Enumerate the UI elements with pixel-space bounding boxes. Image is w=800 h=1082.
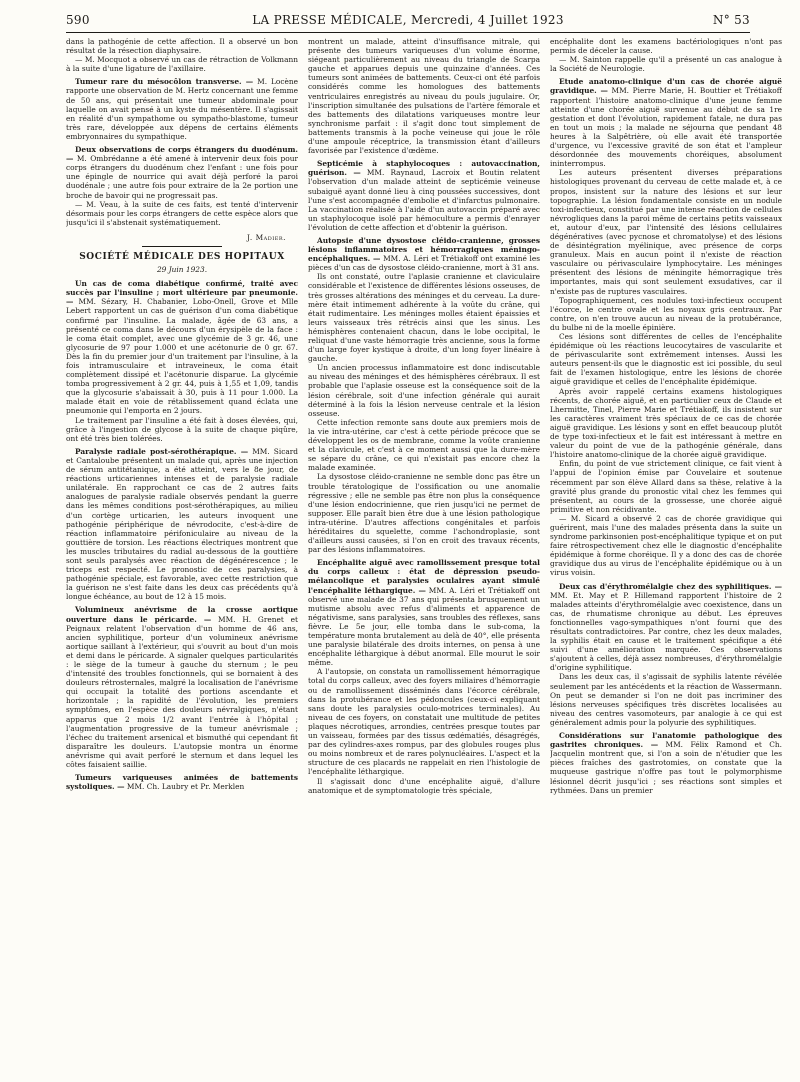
paragraph-text: MM. Pierre Marie, H. Bouttier et Trétiakoff rapportent l'histoire anatomo-clinique d'une jeune femme atteinte d'une chorée aiguë survenue au début de sa 1re gestation et dont l'évolution, rapidement fatale, ne dura pas en tout un mois ; la malade ne séjourna que pendant 48 heures à la Salpêtrière, où elle avait été transportée d'urgence, vu l'excessive gravité de son état et l'ampleur désordonnée des mouvements choréiques, absolument ininterrompus. [550,86,782,169]
paragraph [550,582,782,673]
paragraph [66,279,298,415]
paragraph [308,558,540,667]
article-heading: Septicémie à staphylocoques : autovaccination, guérison. — [308,159,540,178]
paragraph: — M. Sicard a observé 2 cas de chorée gravidique qui guérirent, mais l'une des malades présenta dans la suite un syndrome parkinsonien post-encéphalitique typique et on put faire rétrospectivement chez elle le diagnostic d'encéphalite épidémique à forme choréique. Il y a donc des cas de chorée gravidique dus au virus de l'encéphalite épidémique ou à un virus voisin. [550,513,782,578]
article-heading: Volumineux anévrisme de la crosse aortique ouverture dans le péricarde. — [66,605,298,624]
paragraph: La dysostose cléido-cranienne ne semble donc pas être un trouble tératologique de l'ossification ou une anomalie régressive ; elle ne semble pas être non plus la conséquence d'une lésion endocrinienne, que rien jusqu'ici ne permet de supposer. Elle paraît bien être due à une lésion pathologique intra-utérine. D'autres affections congénitales et parfois héréditaires du squelette, comme l'achondroplasie, sont d'ailleurs aussi causées, si l'on en croit des travaux récents, par des lésions inflammatoires. [308,472,540,555]
paragraph-text: MM. Raynaud, Lacroix et Boutin relatent l'observation d'un malade atteint de septicémie veineuse subaiguë ayant donné lieu à cinq poussées successives, dont l'une s'est accompagnée d'embolie et d'infarctus pulmonaire. La vaccination réalisée à l'aide d'un autovaccin préparé avec un staphylocoque isolé par hémoculture a permis d'enrayer l'évolution de cette affection et d'obtenir la guérison. [308,168,540,232]
page-number: 590 [66,13,90,27]
section-date: 29 Juin 1923. [156,265,208,275]
paragraph: — M. Veau, à la suite de ces faits, est tenté d'intervenir désormais pour les corps étrangers de cette espèce alors que jusqu'ici il s'abstenait systématiquement. [66,199,298,227]
paragraph: encéphalite dont les examens bactériologiques n'ont pas permis de déceler la cause. [550,37,782,56]
article-heading: Considérations sur l'anatomie pathologique des gastrites chroniques. — [550,731,782,750]
paragraph: dans la pathogénie de cette affection. Il a observé un bon résultat de la résection diaphysaire. [66,37,298,56]
article-heading: Encéphalite aiguë avec ramollissement presque total du corps calleux : état de dépression pseudo-mélancolique et paralysies oculaires ayant simulé l'encéphalite léthargique. — [308,558,540,595]
paragraph-text: M. Ombrédanne a été amené à intervenir deux fois pour corps étrangers du duodénum chez l'enfant : une fois pour une épingle de nourrice qui avait déjà perforé la paroi duodénale ; une autre fois pour extraire de la 2e portion une broche de bavoir qui ne progressait pas. [66,154,298,200]
paragraph-text: MM. H. Grenet et Peignaux relatent l'observation d'un homme de 46 ans, ancien syphilitique, porteur d'un volumineux anévrisme aortique saillant à l'extérieur, qui s'ouvrit au bout d'un mois et demi dans le péricarde. A signaler quelques particularités : le siège de la tumeur à gauche du sternum ; le peu d'intensité des troubles fonctionnels, qui se bornaient à des douleurs rétrosternales, malgré la localisation de l'anévrisme qui occupait la totalité des portions ascendante et horizontale ; la rapidité de l'évolution, les premiers symptômes, en l'espèce des douleurs névralgiques, n'étant apparus que 2 mois 1/2 avant l'entrée à l'hôpital ; l'augmentation progressive de la tumeur anévrismale ; l'échec du traitement arsenical et bismuthé qui cependant fit disparaître les douleurs. L'autopsie montra un énorme anévrisme qui avait perforé le sternum et dans lequel les côtes faisaient saillie. [66,614,298,770]
paragraph [66,773,298,791]
paragraph: — M. Mocquot a observé un cas de rétraction de Volkmann à la suite d'une ligature de l'axillaire. [66,55,298,74]
paragraph-text: MM. A. Léri et Trétiakoff ont examiné les pièces d'un cas de dysostose cléido-cranienne, mort à 31 ans. [308,254,540,273]
paragraph: Après avoir rappelé certains examens histologiques récents, de chorée aiguë, et en particulier ceux de Claude et Lhermitte, Tinel, Pierre Marie et Trétiakoff, ils insistent sur les caractères vraiment très spéciaux de ce cas de chorée aiguë gravidique. Les lésions y sont en effet beaucoup plutôt de type toxi-infectieux et le fait est intéressant à mettre en valeur du point de vue de la pathogénie générale, dans l'histoire anatomo-clinique de la chorée aiguë gravidique. [550,386,782,460]
paragraph: Le traitement par l'insuline a été fait à doses élevées, qui, grâce à l'ingestion de glycose à la suite de chaque piqûre, ont été très bien tolérées. [66,415,298,443]
paragraph [308,236,540,272]
article-heading: Un cas de coma diabétique confirmé, traité avec succès par l'insuline ; mort ultérieure par pneumonie. — [66,279,298,307]
article-heading: Paralysie radiale post-sérothérapique. — [75,446,249,456]
paragraph: Il s'agissait donc d'une encéphalite aiguë, d'allure anatomique et de symptomatologie très spéciale, [308,776,540,795]
issue-number: N° 53 [712,13,750,27]
header-rule [66,32,750,33]
article-heading: Tumeur rare du mésocôlon transverse. — [75,77,254,87]
section-divider [142,246,222,247]
paragraph [66,605,298,769]
paragraph: Enfin, du point de vue strictement clinique, ce fait vient à l'appui de l'opinion émise par Couvelaire et soutenue récemment par son élève Allard dans sa thèse, relative à la gravité plus grande du pronostic vital chez les femmes qui présentent, au cours de la grossesse, une chorée aiguë primitive et non récidivante. [550,459,782,514]
paragraph: — M. Sainton rappelle qu'il a présenté un cas analogue à la Société de Neurologie. [550,55,782,74]
paragraph [550,77,782,168]
paragraph: Ils ont constaté, outre l'aplasie cranienne et claviculaire considérable et l'existence de différentes lésions osseuses, de très grosses altérations des méninges et du cerveau. La dure-mère était intimement adhérente à la voûte du crâne, qui était rudimentaire. Les méninges molles étaient épaissies et leurs vaisseaux très rétrécis ainsi que les sinus. Les hémisphères contenaient chacun, dans le lobe occipital, le reliquat d'une vaste hémorragie très ancienne, sous la forme d'un large foyer kystique à droite, d'un long foyer linéaire à gauche. [308,272,540,364]
paragraph-text: MM. Ch. Laubry et Pr. Merklen [126,782,245,792]
paragraph: Dans les deux cas, il s'agissait de syphilis latente révélée seulement par les antécédents et la réaction de Wassermann. On peut se demander si l'on ne doit pas incriminer des lésions nerveuses spécifiques très discrètes localisées au niveau des centres vasomoteurs, par analogie à ce qui est généralement admis pour la polyurie des syphilitiques. [550,672,782,727]
paragraph: Un ancien processus inflammatoire est donc indiscutable au niveau des méninges et des hémisphères cérébraux. Il est probable que l'aplasie osseuse est la conséquence soit de la lésion cérébrale, soit d'une infection générale qui aurait déterminé à la fois la lésion nerveuse centrale et la lésion osseuse. [308,363,540,418]
paragraph [550,731,782,795]
article-columns [66,37,782,1077]
column-3 [550,37,782,1077]
page-header [66,13,750,31]
paragraph: Les auteurs présentent diverses préparations histologiques provenant du cerveau de cette malade et, à ce propos, insistent sur la nature des lésions et sur leur topographie. La lésion fondamentale consiste en un nodule toxi-infectieux, constitué par une intense réaction de cellules névrogliques dans la paroi même de certains petits vaisseaux et, autour d'eux, par l'intensité des lésions cellulaires dégénératives (avec pycnose et chromatolyse) et des lésions de désintégration myélinique, avec présence de corps granuleux. Mais en aucun point il n'existe de réaction vasculaire ou périvasculaire lymphocytaire. Les méninges présentent des lésions de méningite hémorragique très importantes, mais qui sont seulement exsudatives, car il n'existe pas de ruptures vasculaires. [550,168,782,296]
paragraph: Ces lésions sont différentes de celles de l'encéphalite épidémique où les réactions leucocytaires de vascularite et de périvascularite sont extrêmement intenses. Aussi les auteurs pensent-ils que le diagnostic est ici possible, du seul fait de l'examen histologique, entre les lésions de chorée aiguë gravidique et celles de l'encéphalite épidémique. [550,332,782,387]
column-1 [66,37,298,1077]
paragraph [66,77,298,141]
section-heading: SOCIÉTÉ MÉDICALE DES HOPITAUX [79,251,285,262]
paragraph: A l'autopsie, on constata un ramollissement hémorragique total du corps calleux, avec des foyers miliaires d'hémorragie ou de ramollissement disséminés dans l'écorce cérébrale, dans la protubérance et les pédoncules (ceux-ci expliquant sans doute les paralysies oculo-motrices terminales). Au niveau de ces foyers, on constatait une multitude de petites plaques nécrotiques, arrondies, centrées presque toutes par un vaisseau, formées par des tissus œdématiés, désagrégés, par des cylindres-axes rompus, par des globules rouges plus ou moins nombreux et de rares polynucléaires. L'aspect et la structure de ces placards ne rappelait en rien l'histologie de l'encéphalite léthargique. [308,667,540,777]
author-signature: J. Madier. [246,232,286,242]
article-heading: Deux observations de corps étrangers du duodénum. — [66,145,298,164]
journal-title: LA PRESSE MÉDICALE, Mercredi, 4 Juillet 1923 [252,13,564,27]
paragraph: montrent un malade, atteint d'insuffisance mitrale, qui présente des tumeurs variqueuses d'un volume énorme, siégeant particulièrement au niveau du triangle de Scarpa gauche et apparues depuis une quinzaine d'années. Ces tumeurs sont animées de battements. Ceux-ci ont été parfois considérés comme les homologues des battements ventriculaires enregistrés au niveau du pouls jugulaire. Or, l'inscription simultanée des pulsations de l'artère fémorale et des battements des dilatations variqueuses montre leur synchronisme parfait : il s'agit donc tout simplement de battements transmis à la poche veineuse qui joue le rôle d'une ampoule réceptrice, la transmission étant d'ailleurs favorisée par l'existence d'œdème. [308,37,540,156]
paragraph: Cette infection remonte sans doute aux premiers mois de la vie intra-utérine, car c'est à cette période précoce que se développent les os de membrane, comme la voûte cranienne et la clavicule, et c'est à ce moment aussi que la dure-mère se sépare du crâne, ce qui n'existait pas encore chez la malade examinée. [308,417,540,473]
paragraph [66,447,298,602]
paragraph-text: MM. A. Léri et Trétiakoff ont observé une malade de 37 ans qui présenta brusquement un mutisme absolu avec refus d'aliments et apparence de négativisme, sans paralysies, sans troubles des réflexes, sans fièvre. Le 5e jour, elle tomba dans le sub-coma, la température monta brutalement au delà de 40°, elle présenta une paralysie bilatérale des droits internes, on pensa à une encéphalite léthargique à début anormal. Elle mourut le soir même. [308,585,540,668]
paragraph-text: MM. Sézary, H. Chabanier, Lobo-Onell, Grove et Mlle Lebert rapportent un cas de guérison d'un coma diabétique confirmé par l'insuline. La malade, âgée de 63 ans, a présenté ce coma dans le décours d'un érysipèle de la face : le coma était complet, avec une glycémie de 3 gr. 46, une glycosurie de 97 pour 1.000 et une acétonurie de 0 gr. 67. Dès la fin du premier jour d'un traitement par l'insuline, à la fois intramusculaire et intraveineux, le coma était complètement dissipé et l'acétonurie disparue. La glycémie tomba progressivement à 2 gr. 44, puis à 1,55 et 1,09, tandis que la glycosurie s'abaissait à 30, puis à 11 pour 1.000. La malade était en voie de rétablissement quand éclata une pneumonie qui l'emporta en 2 jours. [66,297,298,416]
paragraph-text: MM. Et. May et P. Hillemand rapportent l'histoire de 2 malades atteints d'érythromélalgie avec coexistence, dans un cas, de rhumatisme chronique au début. Les épreuves fonctionnelles vago-sympathiques n'ont fourni que des résultats contradictoires. Par contre, chez les deux malades, la syphilis était en cause et le traitement spécifique a été suivi d'une amélioration marquée. Ces observations s'ajoutent à celles, déjà assez nombreuses, d'érythromélalgie d'origine syphilitique. [550,590,782,673]
article-heading: Etude anatomo-clinique d'un cas de chorée aiguë gravidique. — [550,77,782,96]
paragraph-text: MM. Félix Ramond et Ch. Jacquelin montrent que, si l'on a soin de n'étudier que les pièces fraîches des gastrotomies, on constate que la muqueuse gastrique n'offre pas tout le polymorphisme lésionnel décrit jusqu'ici ; ses réactions sont simples et rythmées. Dans un premier [550,740,782,795]
paragraph [66,145,298,200]
article-heading: Autopsie d'une dysostose cléido-cranienne, grosses lésions inflammatoires et hémorragiques méningo-encéphaliques. — [308,235,540,264]
paragraph-text: M. Locène rapporte une observation de M. Hertz concernant une femme de 50 ans, qui présentait une tumeur abdominale pour laquelle on avait pensé à un kyste du mésentère. Il s'agissait en réalité d'un sympathome ou sympatho-blastome, tumeur très rare, développée aux dépens de certains éléments embryonnaires du sympathique. [66,77,298,141]
paragraph: Topographiquement, ces nodules toxi-infectieux occupent l'écorce, le centre ovale et les noyaux gris centraux. Par contre, on n'en trouve aucun au niveau de la protubérance, du bulbe ni de la moelle épinière. [550,295,782,332]
article-heading: Deux cas d'érythromélalgie chez des syphilitiques. — [559,581,782,591]
column-2 [308,37,540,1077]
article-heading: Tumeurs variqueuses animées de battements systoliques. — [66,773,298,792]
paragraph [308,159,540,232]
paragraph-text: MM. Sicard et Cantaloube présentent un malade qui, après une injection de sérum antitétanique, a été atteint, vers le 8e jour, de réactions urticariennes intenses et de paralysie radiale unilatérale. En rapprochant ce cas de 2 autres faits analogues de paralysie radiale observés pendant la guerre dans les mêmes conditions post-sérothérapiques, au milieu d'un cortège urticarien, les auteurs invoquent une pathogénie périphérique de névrodocite, c'est-à-dire de réaction inflammatoire périfoniculaire au niveau de la gouttière de torsion. Les réactions électriques montrent que les muscles tributaires du radial au-dessous de la gouttière sont seuls paralysés avec réaction de dégénérescence ; le triceps est respecté. Le pronostic de ces paralysies, à pathogénie spéciale, est favorable, avec cette restriction que la guérison ne s'est faite dans les deux cas précédents qu'à longue échéance, au bout de 12 à 15 mois. [66,446,298,602]
